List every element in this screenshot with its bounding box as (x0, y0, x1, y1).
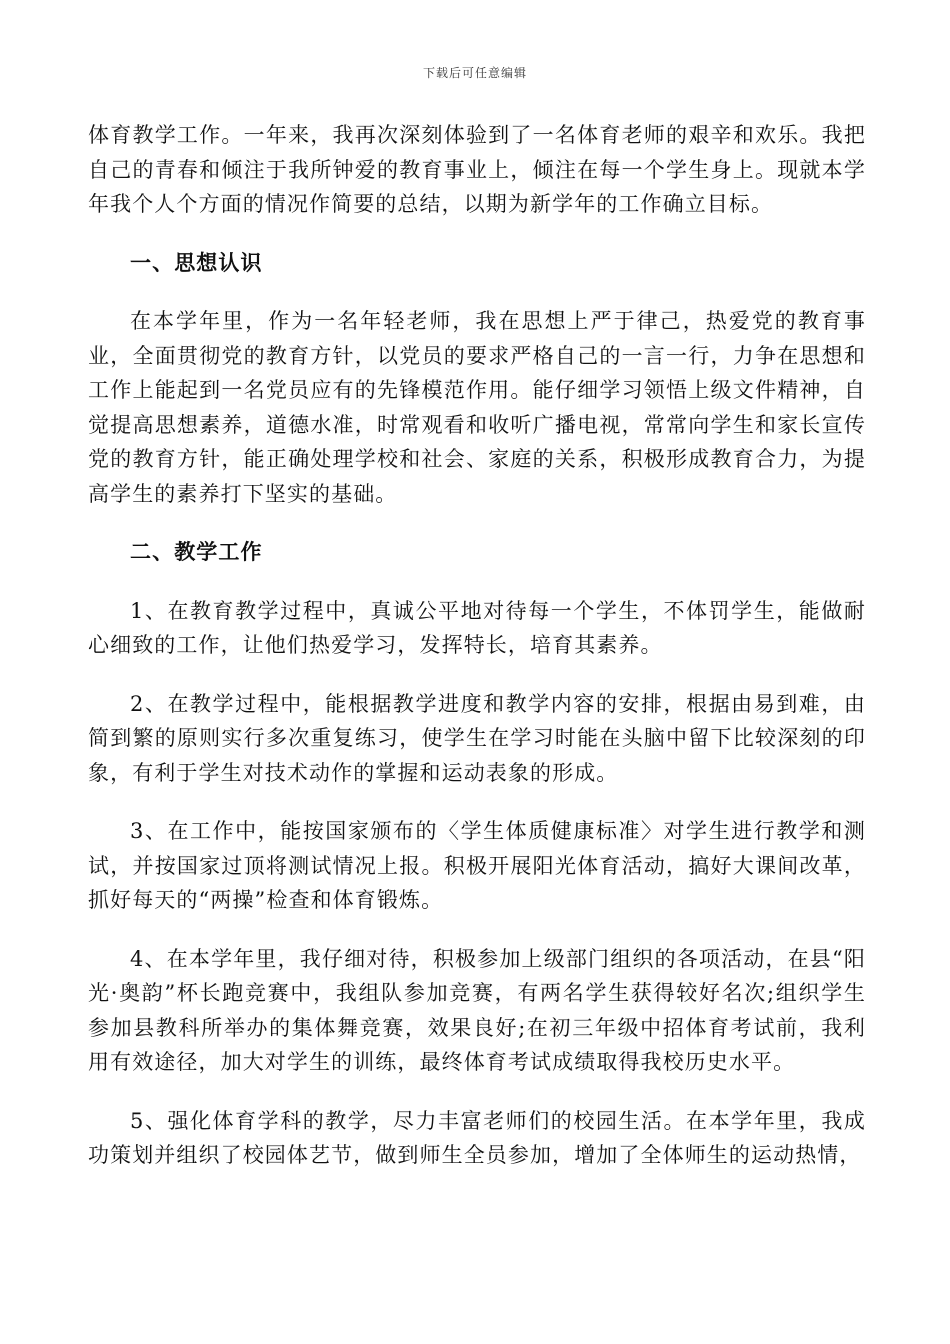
document-body (88, 118, 866, 1173)
teaching-item-5: 5、强化体育学科的教学，尽力丰富老师们的校园生活。在本学年里，我成功策划并组织了校园体艺节，做到师生全员参加，增加了全体师生的运动热情， (88, 1108, 866, 1167)
section-heading-teaching: 二、教学工作 (130, 539, 263, 564)
teaching-item-3: 3、在工作中，能按国家颁布的〈学生体质健康标准〉对学生进行教学和测试，并按国家过顶将测试情况上报。积极开展阳光体育活动，搞好大课间改革，抓好每天的“两操”检查和体育锻炼。 (88, 819, 866, 912)
section-heading-ideology: 一、思想认识 (130, 249, 263, 275)
intro-paragraph: 体育教学工作。一年来，我再次深刻体验到了一名体育老师的艰辛和欢乐。我把自己的青春和倾注于我所钟爱的教育事业上，倾注在每一个学生身上。现就本学年我个人个方面的情况作简要的总结，以期为新学年的工作确立目标。 (88, 123, 866, 216)
teaching-item-1: 1、在教育教学过程中，真诚公平地对待每一个学生，不体罚学生，能做耐心细致的工作，让他们热爱学习，发挥特长，培育其素养。 (88, 598, 866, 657)
teaching-item-2: 2、在教学过程中，能根据教学进度和教学内容的安排，根据由易到难，由简到繁的原则实行多次重复练习，使学生在学习时能在头脑中留下比较深刻的印象，有利于学生对技术动作的掌握和运动表象的形成。 (88, 691, 866, 785)
ideology-paragraph: 在本学年里，作为一名年轻老师，我在思想上严于律己，热爱党的教育事业，全面贯彻党的教育方针，以党员的要求严格自己的一言一行，力争在思想和工作上能起到一名党员应有的先锋模范作用。能仔细学习领悟上级文件精神，自觉提高思想素养，道德水准，时常观看和收听广播电视，常常向学生和家长宣传党的教育方针，能正确处理学校和社会、家庭的关系，积极形成教育合力，为提高学生的素养打下坚实的基础。 (88, 309, 866, 506)
header-note: 下载后可任意编辑 (422, 66, 527, 80)
teaching-item-4: 4、在本学年里，我仔细对待，积极参加上级部门组织的各项活动，在县“阳光·奥韵”杯长跑竞赛中，我组队参加竞赛，有两名学生获得较好名次;组织学生参加县教科所举办的集体舞竞赛，效果良好;在初三年级中招体育考试前，我利用有效途径，加大对学生的训练，最终体育考试成绩取得我校历史水平。 (88, 946, 866, 1074)
